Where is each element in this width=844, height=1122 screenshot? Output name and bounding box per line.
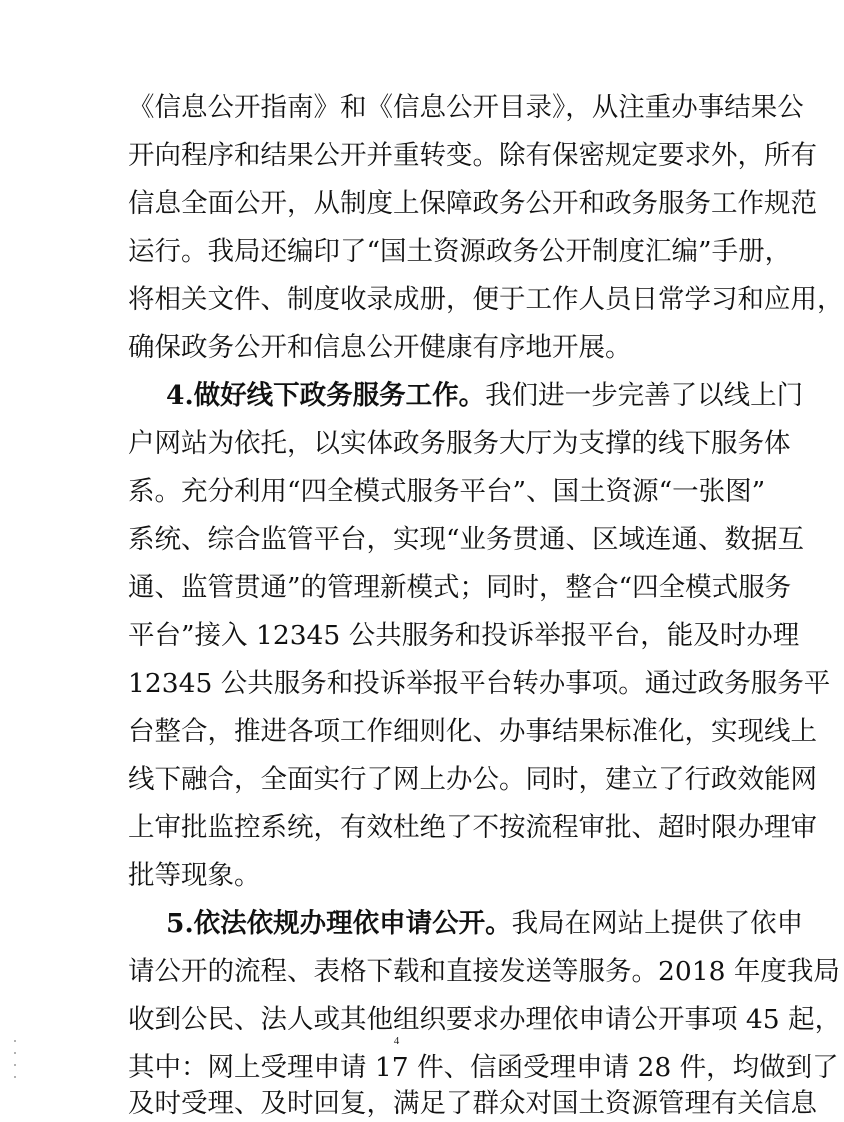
section-5-first-line-text: 我局在网站上提供了依申 — [511, 908, 804, 939]
body-line: 其中：网上受理申请 17 件、信函受理申请 28 件，均做到了 — [128, 1052, 839, 1083]
body-line: 批等现象。 — [128, 860, 261, 891]
section-4-heading: 4.做好线下政务服务工作。 — [166, 380, 486, 411]
body-line: 平台”接入 12345 公共服务和投诉举报平台，能及时办理 — [128, 620, 800, 651]
body-line: 及时受理、及时回复，满足了群众对国土资源管理有关信息 — [128, 1088, 817, 1119]
section-4-first-line — [166, 379, 804, 413]
body-line: 线下融合，全面实行了网上办公。同时，建立了行政效能网 — [128, 764, 817, 795]
section-5-first-line — [166, 907, 804, 941]
section-4-first-line-text: 我们进一步完善了以线上门 — [485, 380, 804, 411]
body-line: 信息全面公开，从制度上保障政务公开和政务服务工作规范 — [128, 188, 817, 219]
body-line: 收到公民、法人或其他组织要求办理依申请公开事项 45 起， — [128, 1004, 842, 1035]
body-line: 将相关文件、制度收录成册，便于工作人员日常学习和应用， — [128, 284, 844, 315]
section-5-heading: 5.依法依规办理依申请公开。 — [166, 908, 512, 939]
body-line: 台整合，推进各项工作细则化、办事结果标准化，实现线上 — [128, 716, 817, 747]
body-line: 通、监管贯通”的管理新模式；同时，整合“四全模式服务 — [128, 572, 792, 603]
body-line: 系统、综合监管平台，实现“业务贯通、区域连通、数据互 — [128, 524, 805, 555]
scan-mark — [14, 1064, 16, 1066]
body-line: 上审批监控系统，有效杜绝了不按流程审批、超时限办理审 — [128, 812, 817, 843]
body-line: 《信息公开指南》和《信息公开目录》，从注重办事结果公 — [128, 92, 804, 123]
scan-mark — [14, 1040, 16, 1042]
body-line: 确保政务公开和信息公开健康有序地开展。 — [128, 332, 632, 363]
body-line: 12345 公共服务和投诉举报平台转办事项。通过政务服务平 — [128, 668, 831, 699]
body-line: 运行。我局还编印了“国土资源政务公开制度汇编”手册， — [128, 236, 792, 267]
page-number: 4 — [393, 1035, 400, 1047]
body-line: 请公开的流程、表格下载和直接发送等服务。2018 年度我局 — [128, 956, 840, 987]
body-line: 开向程序和结果公开并重转变。除有保密规定要求外，所有 — [128, 140, 817, 171]
scan-mark — [14, 1052, 16, 1054]
scan-mark — [14, 1076, 16, 1078]
body-line: 系。充分利用“四全模式服务平台”、国土资源“一张图” — [128, 476, 766, 507]
body-line: 户网站为依托，以实体政务服务大厅为支撑的线下服务体 — [128, 428, 791, 459]
